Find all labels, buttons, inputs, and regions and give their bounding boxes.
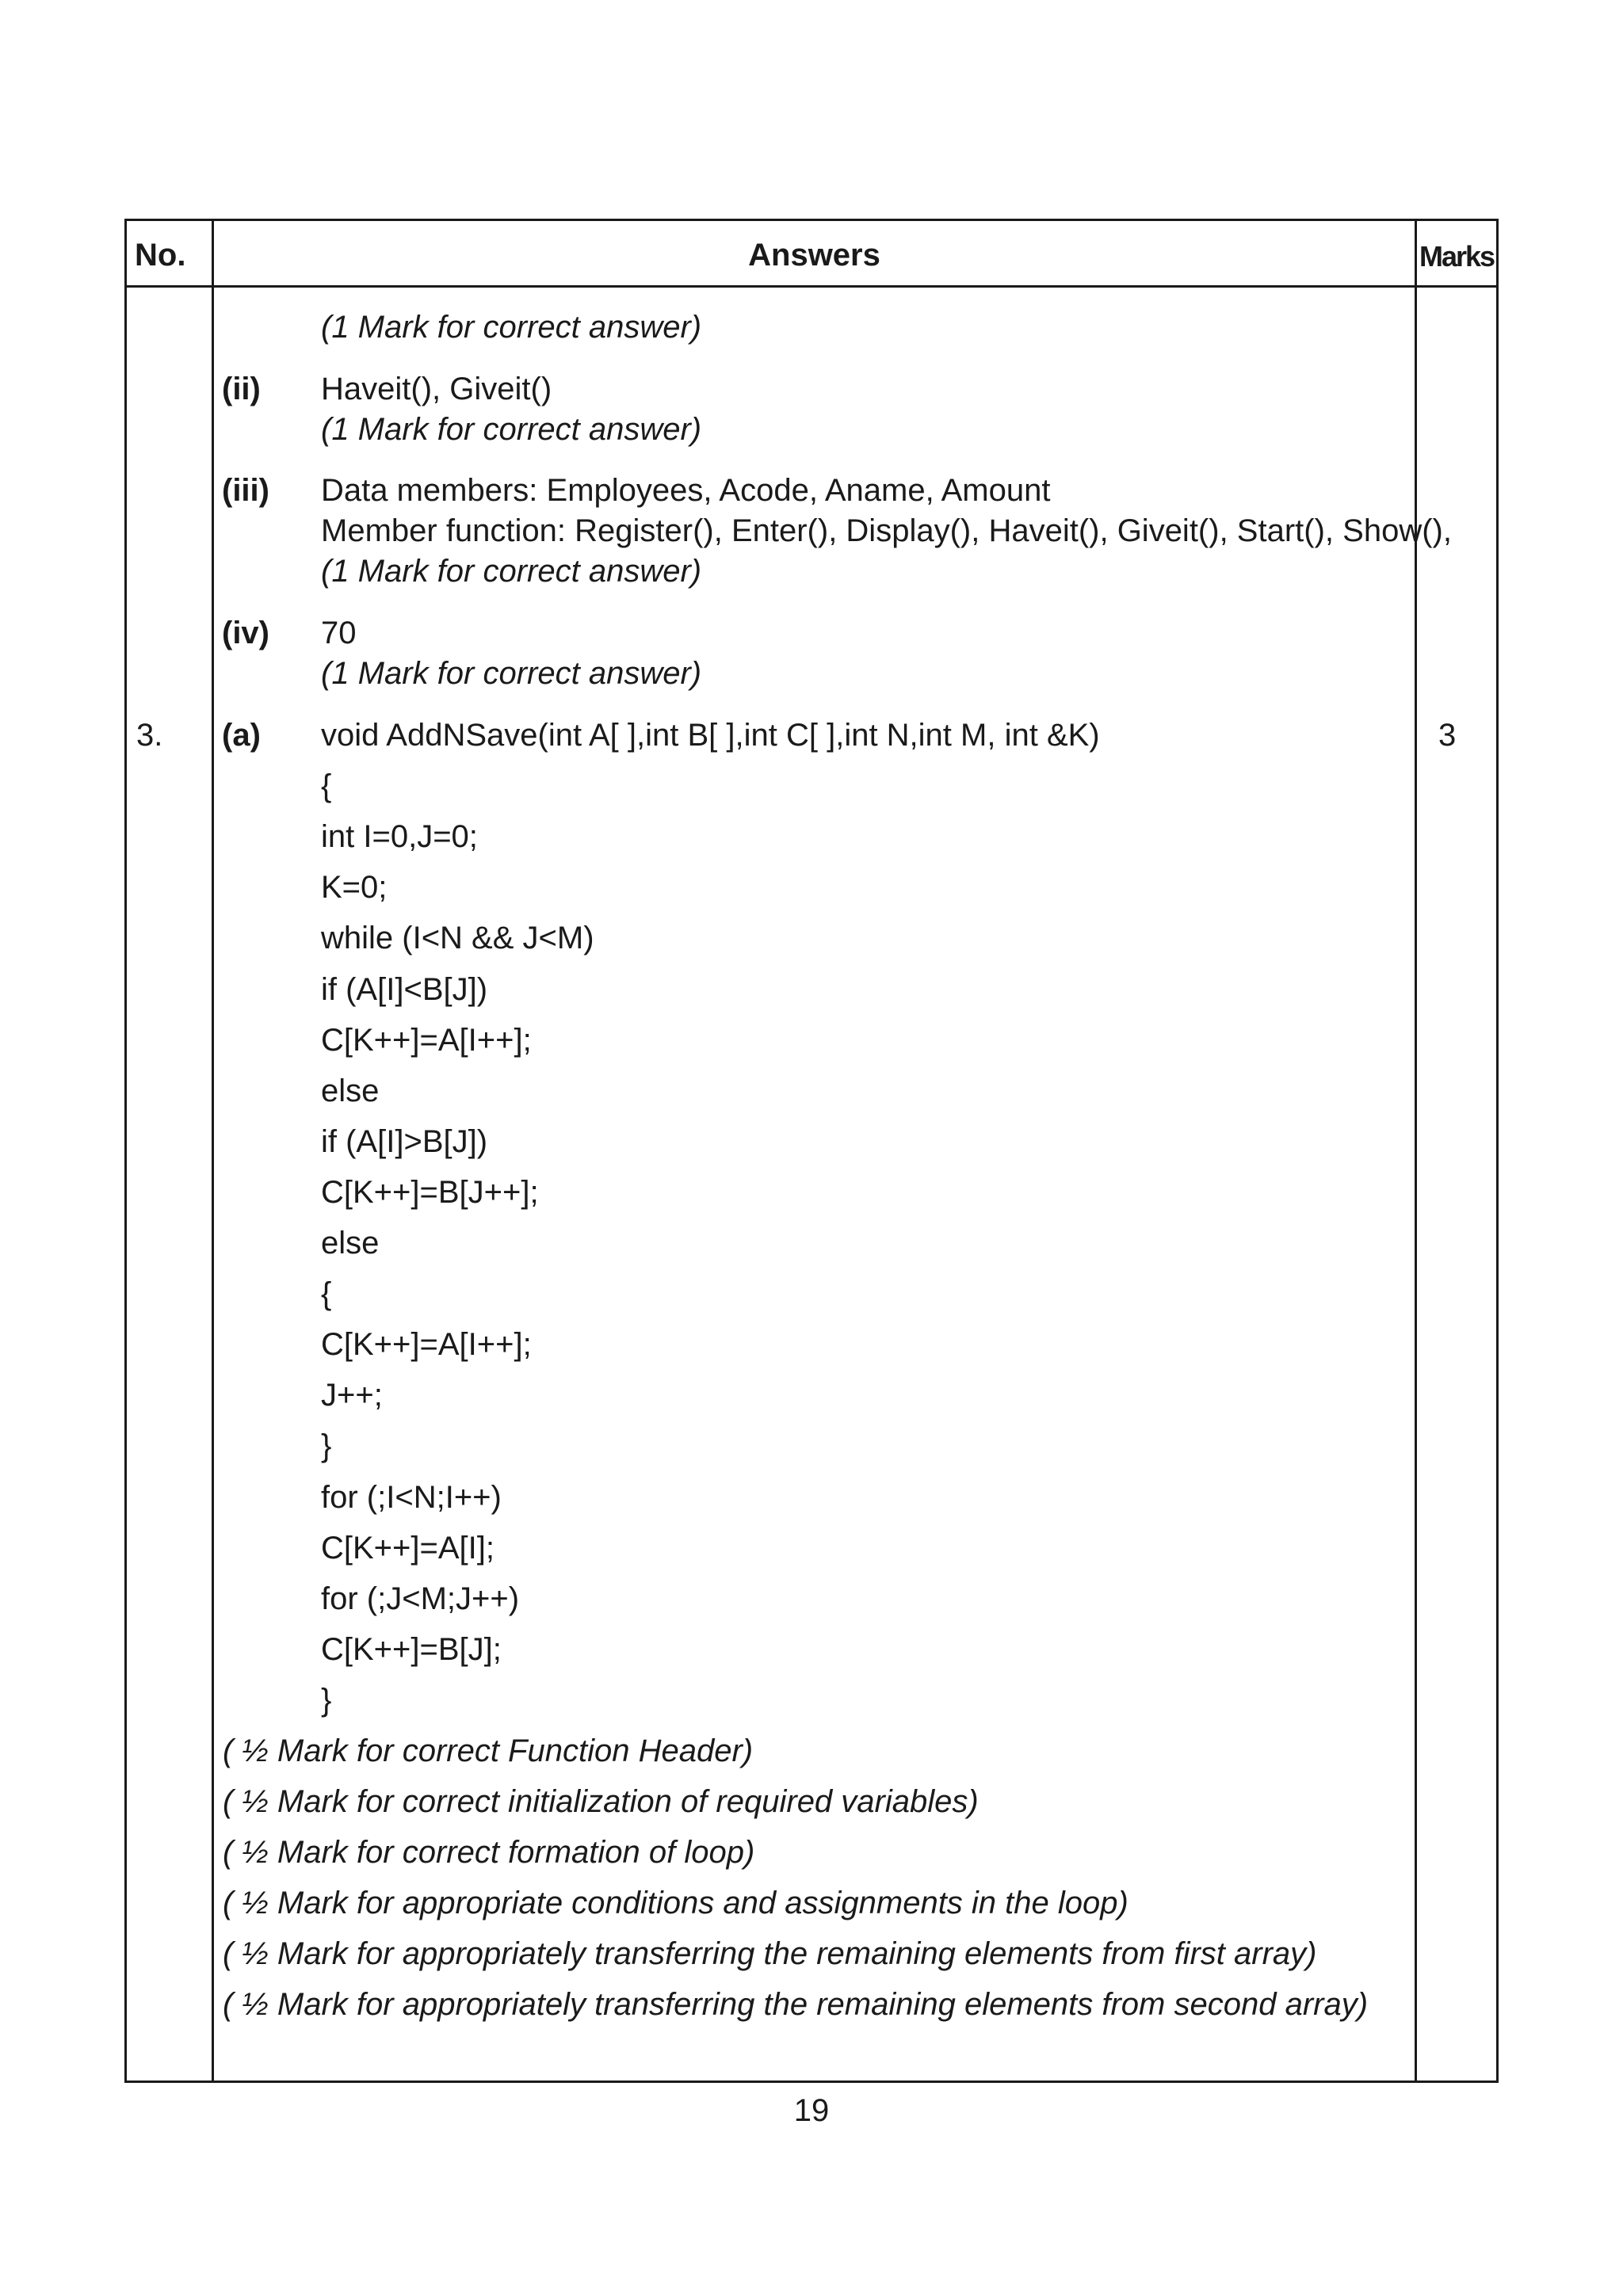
code-line: C[K++]=B[J++]; <box>321 1175 539 1210</box>
code-line: if (A[I]>B[J]) <box>321 1124 488 1159</box>
top-mark-note: (1 Mark for correct answer) <box>321 310 702 345</box>
code-line: { <box>321 769 332 803</box>
code-line: else <box>321 1074 380 1108</box>
code-line: C[K++]=A[I++]; <box>321 1327 532 1362</box>
code-line: K=0; <box>321 870 388 905</box>
part-iii-note: (1 Mark for correct answer) <box>321 554 702 589</box>
question-part-label: (a) <box>222 718 261 753</box>
code-line: J++; <box>321 1378 383 1413</box>
code-line: else <box>321 1226 380 1261</box>
marking-scheme-line: ( ½ Mark for appropriate conditions and assignments in the loop) <box>223 1886 1128 1920</box>
column-divider-no <box>212 219 214 2083</box>
code-line: if (A[I]<B[J]) <box>321 972 488 1007</box>
code-line: for (;I<N;I++) <box>321 1480 502 1515</box>
part-ii-note: (1 Mark for correct answer) <box>321 412 702 447</box>
part-iii-label: (iii) <box>222 473 269 508</box>
header-divider <box>124 285 1499 288</box>
code-line: while (I<N && J<M) <box>321 921 594 955</box>
code-line: for (;J<M;J++) <box>321 1581 520 1616</box>
marking-scheme-line: ( ½ Mark for correct Function Header) <box>223 1733 754 1768</box>
question-number: 3. <box>136 718 163 753</box>
code-line: C[K++]=B[J]; <box>321 1632 502 1667</box>
header-answers: Answers <box>748 238 880 273</box>
part-iv-note: (1 Mark for correct answer) <box>321 656 702 691</box>
part-ii-answer: Haveit(), Giveit() <box>321 372 552 406</box>
code-line: void AddNSave(int A[ ],int B[ ],int C[ ],int N,int M, int &K) <box>321 718 1100 753</box>
part-ii-label: (ii) <box>222 372 261 406</box>
question-marks: 3 <box>1438 718 1457 753</box>
column-divider-marks <box>1415 219 1417 2083</box>
code-line: { <box>321 1276 332 1311</box>
marking-scheme-line: ( ½ Mark for appropriately transferring the remaining elements from first array) <box>223 1936 1317 1971</box>
code-line: } <box>321 1428 332 1463</box>
header-marks: Marks <box>1419 240 1495 273</box>
header-no: No. <box>135 238 186 273</box>
marking-scheme-line: ( ½ Mark for correct formation of loop) <box>223 1835 755 1870</box>
code-line: C[K++]=A[I++]; <box>321 1023 532 1058</box>
part-iii-member-functions: Member function: Register(), Enter(), Display(), Haveit(), Giveit(), Start(), Show(), <box>321 513 1452 548</box>
code-line: C[K++]=A[I]; <box>321 1531 495 1566</box>
marking-scheme-line: ( ½ Mark for correct initialization of required variables) <box>223 1784 979 1819</box>
part-iii-data-members: Data members: Employees, Acode, Aname, Amount <box>321 473 1051 508</box>
part-iv-answer: 70 <box>321 616 357 650</box>
page-number: 19 <box>793 2093 830 2128</box>
code-line: } <box>321 1683 332 1718</box>
code-line: int I=0,J=0; <box>321 819 478 854</box>
part-iv-label: (iv) <box>222 616 269 650</box>
marking-scheme-line: ( ½ Mark for appropriately transferring the remaining elements from second array) <box>223 1987 1369 2022</box>
